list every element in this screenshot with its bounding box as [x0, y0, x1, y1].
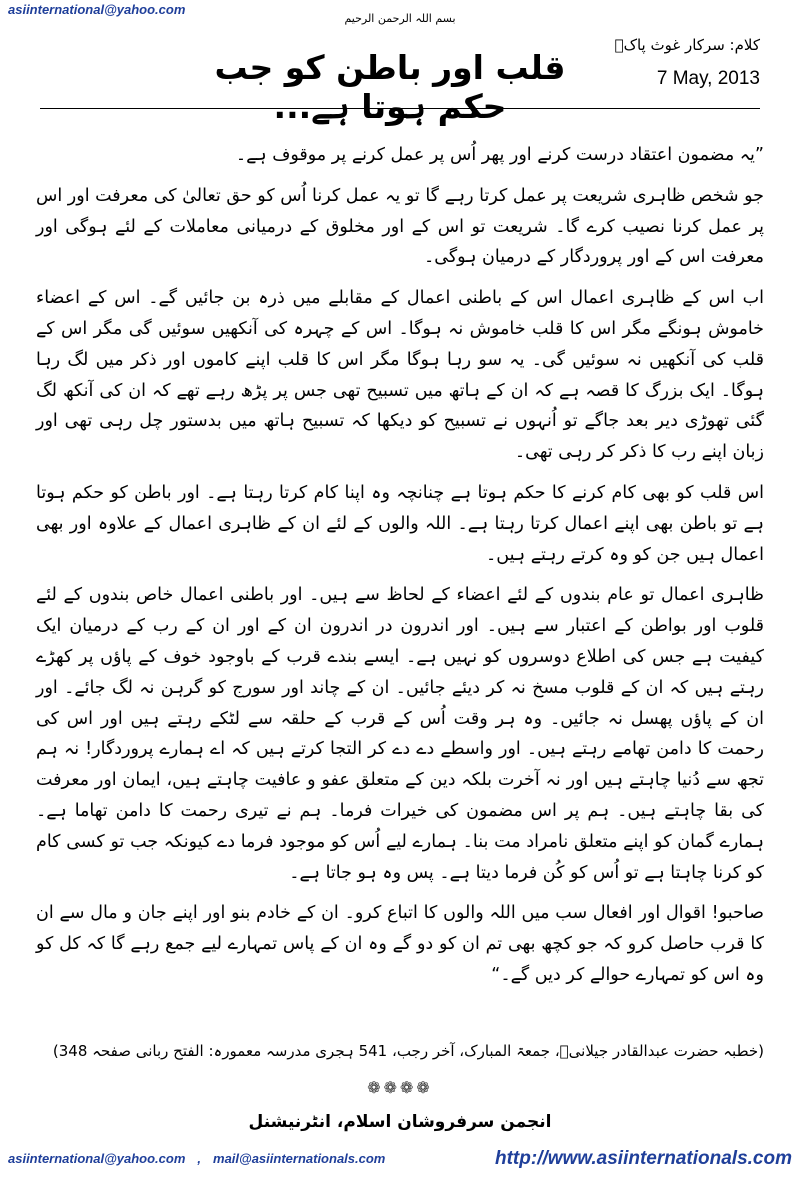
footer-separator: ,	[197, 1151, 202, 1166]
footer-contacts	[8, 1151, 385, 1166]
citation: (خطبہ حضرت عبدالقادر جیلانیؒ، جمعۃ المبارک، آخر رجب، 541 ہجری مدرسہ معمورہ: الفتح ربانی صفحہ 348)	[52, 1042, 764, 1060]
paragraph: صاحبو! اقوال اور افعال سب میں اللہ والوں کا اتباع کرو۔ ان کے خادم بنو اور اپنے جان و مال سے ان کا قرب حاصل کرو کہ جو کچھ بھی تم ان کو دو گے وہ ان کے پاس تمہارے لیے جمع رہے گا کہ کل کو وہ اس کو تمہارے حوالے کر دیں گے۔“	[36, 903, 764, 985]
footer-email[interactable]: asiinternational@yahoo.com	[8, 1151, 186, 1166]
paragraph: اب اس کے ظاہری اعمال اس کے باطنی اعمال کے مقابلے میں ذرہ بن جائیں گے۔ اس کے اعضاء خاموش ہونگے مگر اس کا قلب خاموش نہ ہوگا۔ اس کے چہرہ کی آنکھیں سوئیں گی مگر اس کے قلب کی آنکھیں نہ سوئیں گی۔ یہ سو رہا ہوگا مگر اس کا قلب اپنے کاموں اور ذکر میں لگ رہا ہوگا۔ ایک بزرگ کا قصہ ہے کہ ان کے ہاتھ میں تسبیح تھی جس پر پڑھ رہے تھے کہ ان کی آنکھ لگ گئی تھوڑی دیر بعد جاگے تو اُنہوں نے تسبیح کو دیکھا کہ تسبیح ہاتھ میں بدستور چل رہی تھی اور زبان اپنے رب کا ذکر کر رہی تھی۔	[36, 288, 764, 463]
website-link[interactable]: http://www.asiinternationals.com	[495, 1148, 792, 1169]
footer-email-secondary[interactable]: mail@asiinternationals.com	[213, 1151, 386, 1166]
attribution: کلام: سرکار غوث پاکؒ	[614, 36, 760, 54]
article-body	[36, 140, 764, 1001]
page-title: قلب اور باطن کو جب حکم ہوتا ہے...	[214, 48, 566, 126]
paragraph: ”یہ مضمون اعتقاد درست کرنے اور پھر اُس پر عمل کرنے پر موقوف ہے۔	[235, 145, 764, 165]
organization-name: انجمن سرفروشان اسلام، انٹرنیشنل	[248, 1112, 552, 1132]
paragraph: جو شخص ظاہری شریعت پر عمل کرتا رہے گا تو یہ عمل کرنا اُس کو حق تعالیٰ کی معرفت اور اس پر عمل کرنا نصیب کرے گا۔ شریعت تو اس کے اور مخلوق کے درمیانی معاملات کے لئے ہوگی اور معرفت اس کے اور پروردگار کے درمیان ہوگی۔	[36, 185, 764, 268]
publish-date: 7 May, 2013	[656, 68, 760, 89]
ornament-divider: ❁❁❁❁	[367, 1078, 433, 1097]
bismillah: بسم اللہ الرحمن الرحیم	[344, 12, 456, 25]
header-divider	[40, 108, 760, 109]
paragraph: اس قلب کو بھی کام کرنے کا حکم ہوتا ہے چنانچہ وہ اپنا کام کرتا رہتا ہے۔ اور باطن کو حکم ہوتا ہے تو باطن بھی اپنے اعمال کرتا رہتا ہے۔ اللہ والوں کے لئے ان کے ظاہری اعمال کے علاوہ اور بھی اعمال ہیں جن کو وہ کرتے رہتے ہیں۔	[36, 482, 764, 565]
header-email[interactable]: asiinternational@yahoo.com	[8, 2, 186, 17]
paragraph: ظاہری اعمال تو عام بندوں کے لئے اعضاء کے لحاظ سے ہیں۔ اور باطنی اعمال خاص بندوں کے لئے قلوب اور بواطن کے اعتبار سے ہیں۔ اور اندرون در اندرون ان کے اور ان کے رب کے درمیان ایک کیفیت ہے جس کی اطلاع دوسروں کو نہیں ہے۔ ایسے بندے قرب کے باوجود خوف کے پاؤں پر کھڑے رہتے ہیں کہ ان کے قلوب مسخ نہ کر دیئے جائیں۔ ان کے چاند اور سورج کو گرہن نہ لگ جائے۔ اور ان کے پاؤں پھسل نہ جائیں۔ وہ ہر وقت اُس کے قرب کے حلقہ سے لٹکے رہتے ہیں اور اس کی رحمت کا دامن تھامے رہتے ہیں۔ اور واسطے دے دے کر التجا کرتے ہیں کہ اے ہمارے پروردگار! نہ ہم تجھ سے دُنیا چاہتے ہیں اور نہ آخرت بلکہ دین کے متعلق عفو و عافیت چاہتے ہیں، ایمان اور معرفت کی بقا چاہتے ہیں۔ ہم پر اس مضمون کی خیرات فرما۔ ہم نے تیری رحمت کا دامن تھاما ہے۔ ہمارے گمان کو اپنے متعلق نامراد مت بنا۔ ہمارے لیے اُس کو موجود فرما دے کیونکہ جب تو کسی کام کو کرنا چاہتا ہے تو اُس کو کُن فرما دیتا ہے۔ پس وہ ہو جاتا ہے۔	[36, 585, 764, 883]
footer	[8, 1148, 792, 1177]
